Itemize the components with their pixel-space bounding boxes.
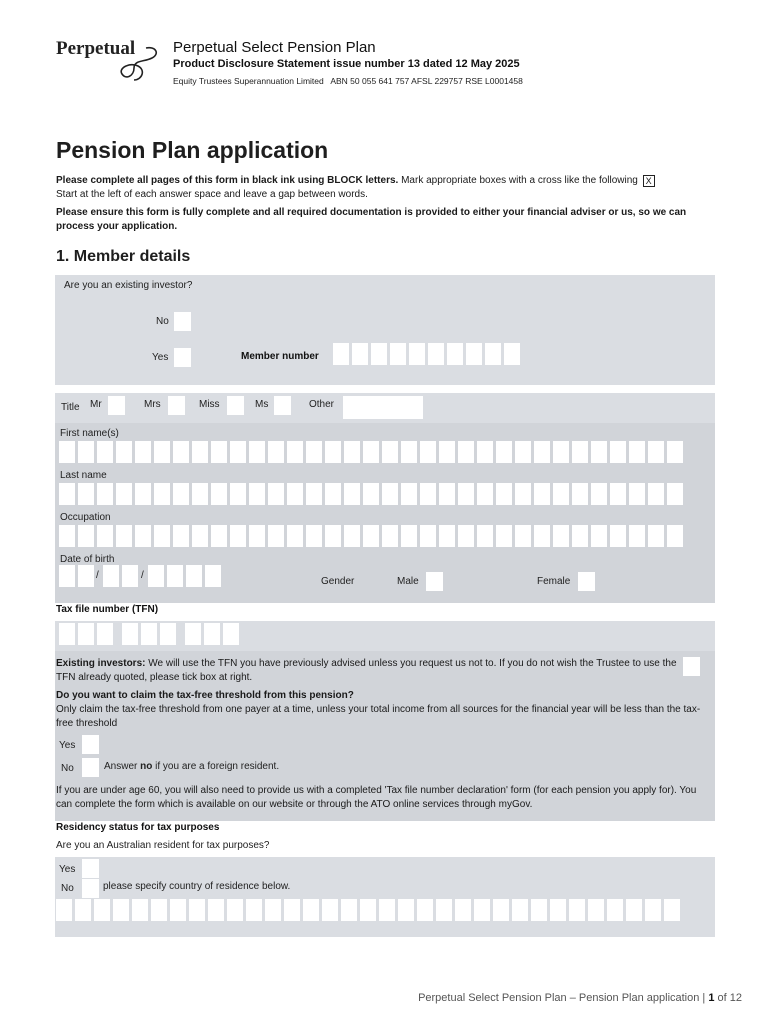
footer-text: Perpetual Select Pension Plan – Pension Plan application |: [418, 992, 706, 1004]
country-of-residence-input[interactable]: [56, 899, 680, 921]
page-title: Pension Plan application: [56, 137, 329, 163]
title-mrs-checkbox[interactable]: [168, 396, 185, 415]
intro-instructions: [56, 174, 716, 188]
under-60-note: If you are under age 60, you will also need to provide us with a completed 'Tax file number declaration' form (for each pension you apply for). You can complete the form which is available on our website or through the ATO online services through myGov.: [56, 785, 697, 810]
personal-details-panel: [55, 393, 715, 603]
existing-investors-note: [56, 657, 678, 684]
tax-free-threshold-question: Do you want to claim the tax-free threshold from this pension?: [56, 690, 354, 701]
title-miss-checkbox[interactable]: [227, 396, 244, 415]
occupation-input[interactable]: [59, 525, 683, 547]
page-footer: [418, 992, 742, 1004]
foreign-resident-note: [104, 761, 279, 772]
dob-year-input[interactable]: [148, 565, 221, 587]
title-other-label: Other: [309, 399, 335, 410]
gender-female-checkbox[interactable]: [578, 572, 595, 591]
residency-question: Are you an Australian resident for tax purposes?: [56, 840, 270, 851]
example-cross-box: X: [643, 175, 655, 187]
existing-no-label: No: [156, 316, 169, 327]
existing-investors-text: We will use the TFN you have previously advised unless you request us not to. If you do not wish the Trustee to use the TFN already quoted, please tick box at right.: [56, 658, 677, 683]
existing-yes-checkbox[interactable]: [174, 348, 191, 367]
tfn-heading: Tax file number (TFN): [56, 604, 159, 615]
existing-no-checkbox[interactable]: [174, 312, 191, 331]
member-number-label: Member number: [241, 351, 319, 362]
dob-separator-2: /: [141, 570, 144, 581]
intro-line2: Start at the left of each answer space and leave a gap between words.: [56, 189, 368, 200]
residency-panel: [55, 857, 715, 937]
residency-heading: Residency status for tax purposes: [56, 822, 220, 833]
member-number-input[interactable]: [333, 343, 520, 365]
gender-male-checkbox[interactable]: [426, 572, 443, 591]
tfn-input-group-3[interactable]: [185, 623, 239, 645]
footer-page-number: 1: [708, 992, 715, 1004]
title-ms-label: Ms: [255, 399, 269, 410]
existing-yes-label: Yes: [152, 352, 169, 363]
residency-no-label: No: [61, 883, 74, 894]
first-name-input[interactable]: [59, 441, 683, 463]
title-other-input[interactable]: [343, 396, 423, 419]
answer-bold: no: [140, 761, 153, 772]
threshold-no-checkbox[interactable]: [82, 758, 99, 777]
existing-investor-panel: [55, 275, 715, 385]
title-ms-checkbox[interactable]: [274, 396, 291, 415]
answer-post: if you are a foreign resident.: [155, 761, 280, 772]
existing-investor-question: Are you an existing investor?: [64, 280, 193, 291]
title-label: Title: [61, 402, 80, 413]
threshold-no-label: No: [61, 763, 74, 774]
tfn-panel: [55, 621, 715, 821]
tfn-input-group-2[interactable]: [122, 623, 176, 645]
perpetual-logo-text: Perpetual: [56, 38, 136, 59]
existing-investors-bold: Existing investors:: [56, 658, 146, 669]
dob-label: Date of birth: [60, 554, 115, 565]
last-name-input[interactable]: [59, 483, 683, 505]
tfn-input-group-1[interactable]: [59, 623, 113, 645]
threshold-yes-label: Yes: [59, 740, 76, 751]
gender-male-label: Male: [397, 576, 419, 587]
intro-bold: Please complete all pages of this form in black ink using BLOCK letters.: [56, 175, 399, 186]
perpetual-logo-icon: [116, 44, 162, 84]
last-name-label: Last name: [60, 470, 107, 481]
title-mrs-label: Mrs: [144, 399, 161, 410]
occupation-label: Occupation: [60, 512, 111, 523]
gender-female-label: Female: [537, 576, 571, 587]
title-mr-checkbox[interactable]: [108, 396, 125, 415]
dob-day-input[interactable]: [59, 565, 94, 587]
first-name-label: First name(s): [60, 428, 119, 439]
threshold-yes-checkbox[interactable]: [82, 735, 99, 754]
gender-label: Gender: [321, 576, 355, 587]
tax-free-threshold-text: Only claim the tax-free threshold from one payer at a time, unless your total income from all sources for the financial year will be less than the tax-free threshold: [56, 704, 701, 729]
title-miss-label: Miss: [199, 399, 220, 410]
residency-no-checkbox[interactable]: [82, 879, 99, 898]
residency-specify-text: please specify country of residence below.: [103, 881, 291, 892]
issuer-details: Equity Trustees Superannuation Limited ABN 50 055 641 757 AFSL 229757 RSE L0001458: [173, 76, 523, 86]
answer-pre: Answer: [104, 761, 138, 772]
tfn-opt-out-checkbox[interactable]: [683, 657, 700, 676]
title-mr-label: Mr: [90, 399, 102, 410]
residency-yes-checkbox[interactable]: [82, 859, 99, 878]
document-title: Perpetual Select Pension Plan: [173, 39, 376, 56]
section-title: 1. Member details: [56, 248, 191, 265]
intro-line3: Please ensure this form is fully complete and all required documentation is provided to either your financial adviser or us, so we can process your application.: [56, 207, 687, 232]
residency-yes-label: Yes: [59, 864, 76, 875]
intro-text: Mark appropriate boxes with a cross like the following: [401, 175, 638, 186]
dob-month-input[interactable]: [103, 565, 138, 587]
footer-page-total: of 12: [717, 992, 742, 1004]
pds-issue: Product Disclosure Statement issue number 13 dated 12 May 2025: [173, 58, 520, 70]
dob-separator-1: /: [96, 570, 99, 581]
